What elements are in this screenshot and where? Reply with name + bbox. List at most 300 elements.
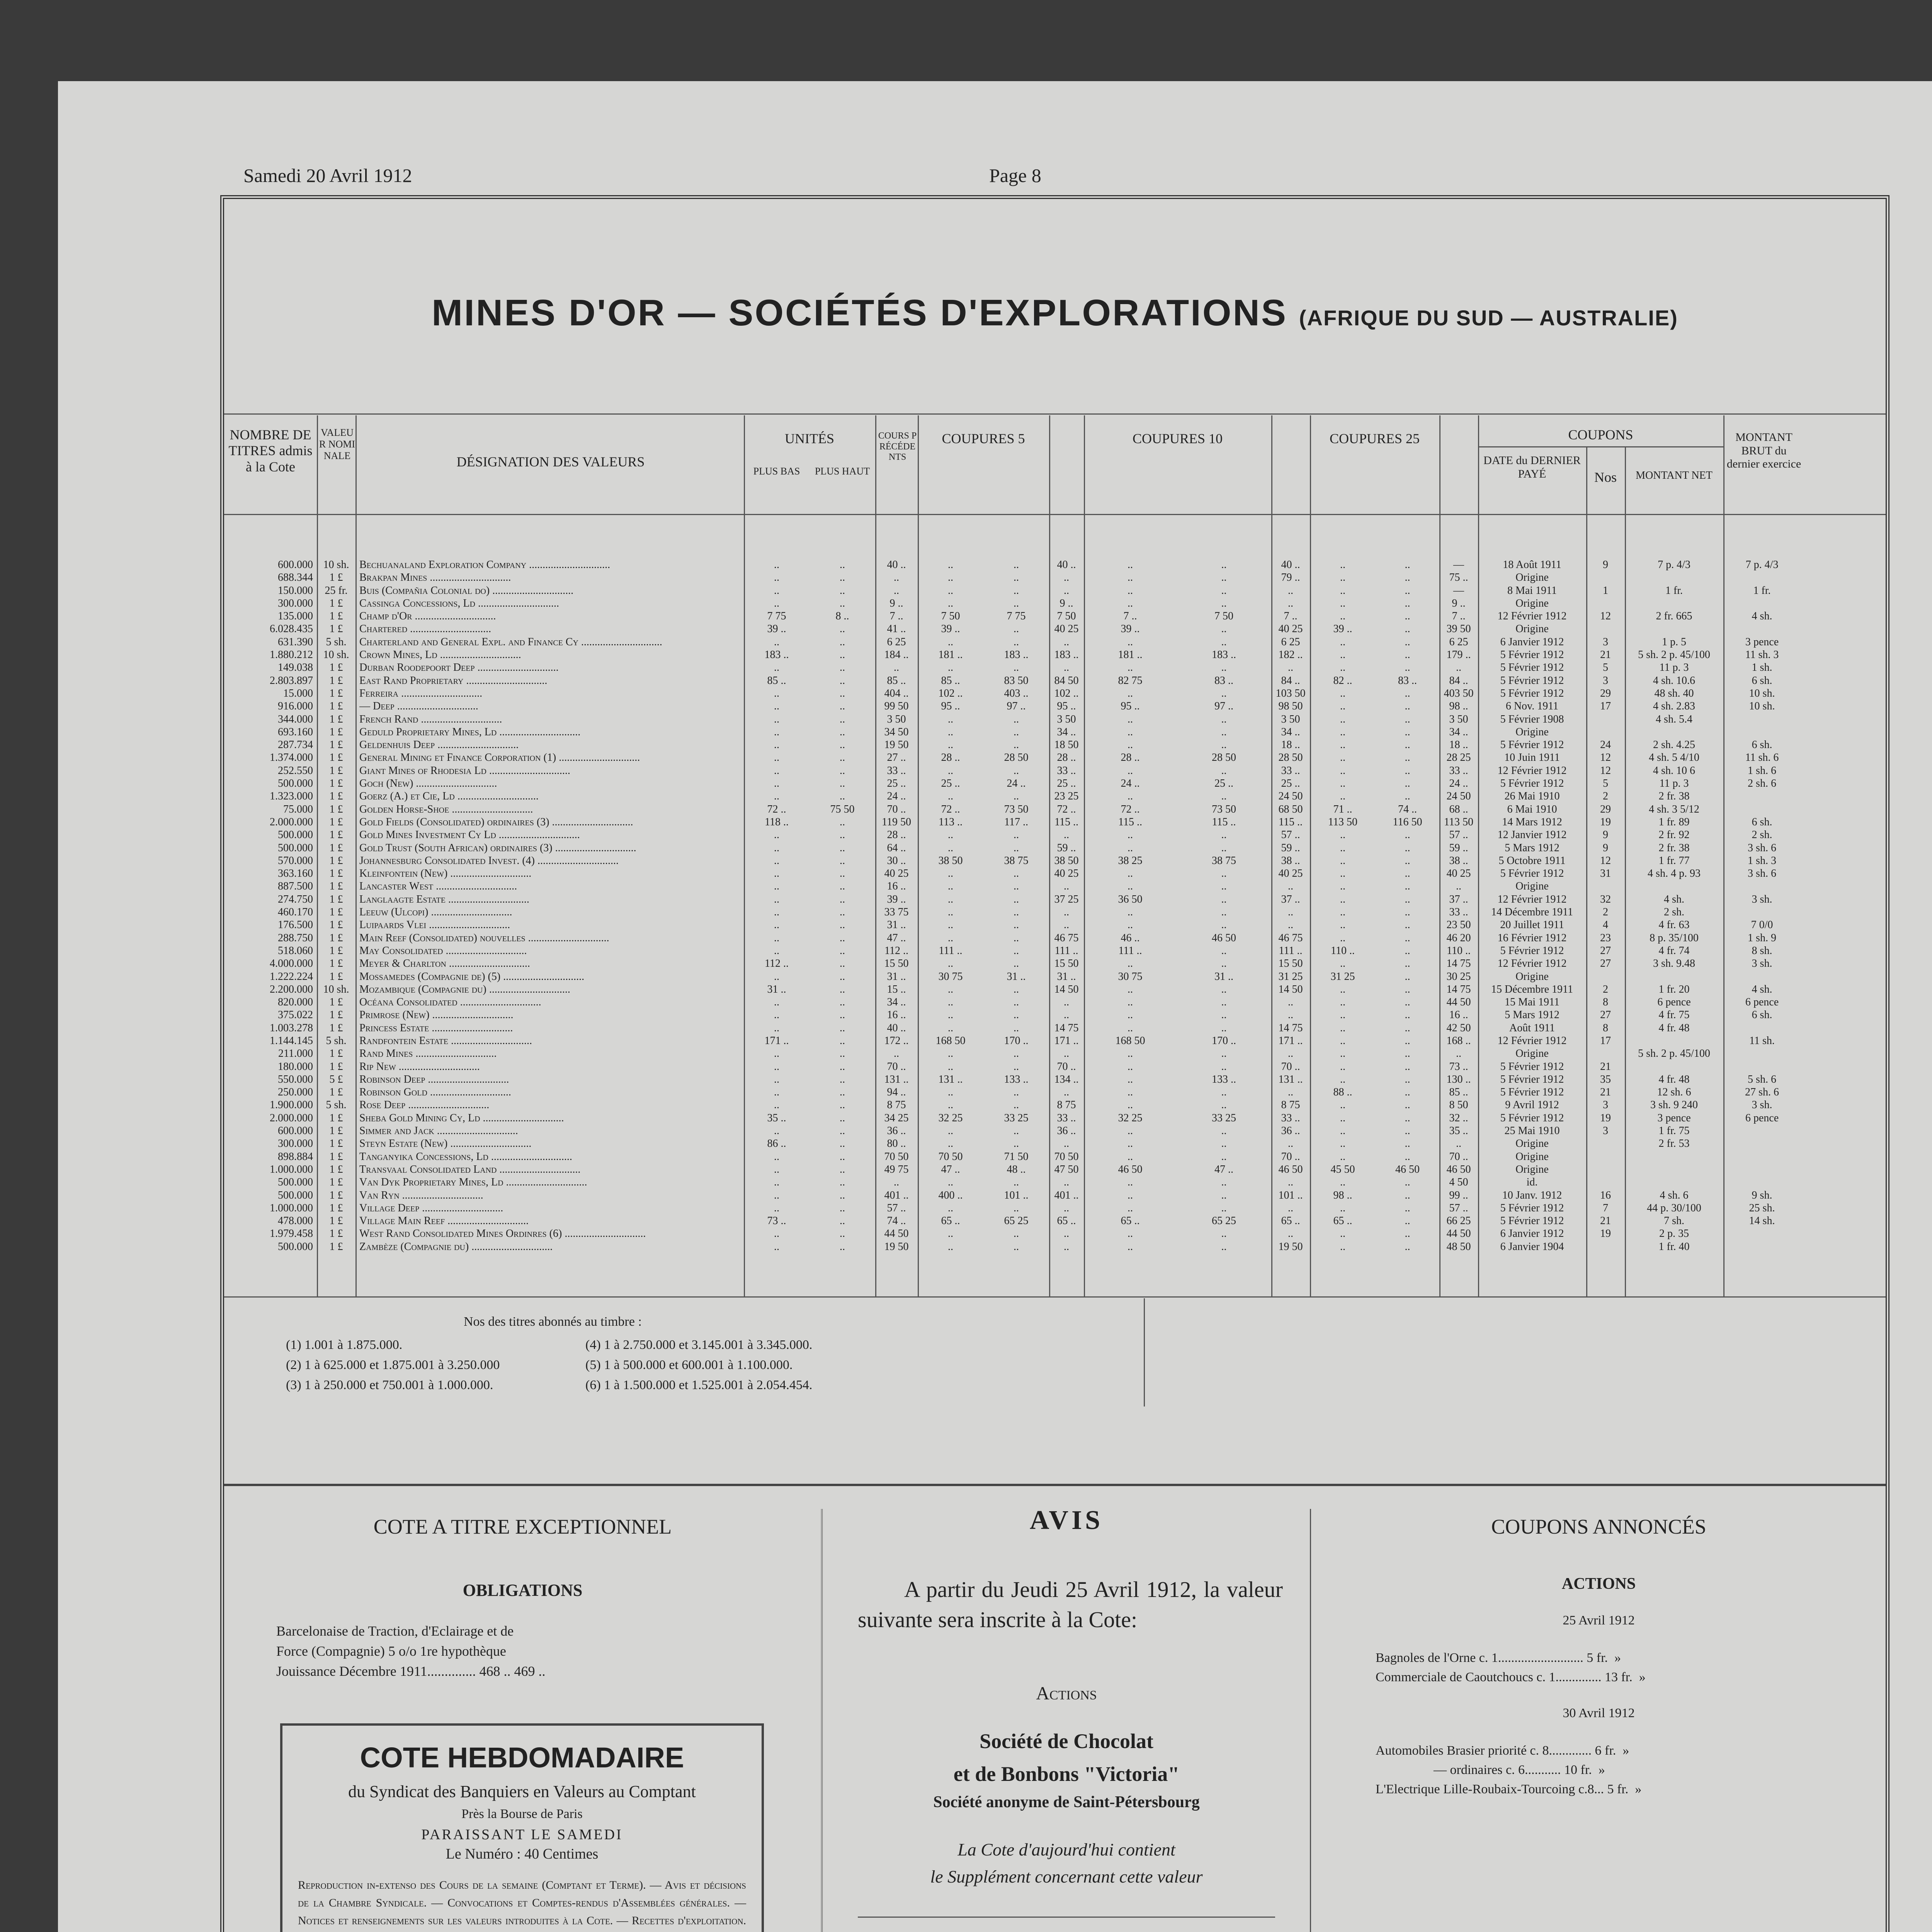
cell-unites-haut: .. — [840, 1034, 845, 1047]
cell-designation: General Mining et Finance Corporation (1) .............................. — [359, 752, 640, 764]
cell-c5-haut: 183 .. — [1004, 649, 1029, 661]
cell-cours-3: 101 .. — [1278, 1189, 1303, 1201]
cell-c5-bas: 7 50 — [941, 610, 960, 622]
cell-c5-bas: .. — [948, 1022, 953, 1034]
cell-nombre: 15.000 — [283, 687, 313, 699]
cell-c5-bas: 95 .. — [941, 700, 960, 713]
cell-unites-haut: .. — [840, 764, 845, 777]
cell-unites-bas: .. — [774, 636, 779, 648]
cell-cours-4: 28 25 — [1446, 752, 1471, 764]
cell-c5-haut: .. — [1014, 842, 1019, 854]
cell-cours-3: 46 50 — [1278, 1163, 1303, 1175]
cell-cours-4: 32 .. — [1449, 1112, 1468, 1124]
cell-date-paye: Origine — [1515, 597, 1549, 609]
cell-coupon-no: 3 — [1603, 636, 1608, 648]
cell-cours-3: 40 25 — [1278, 623, 1303, 635]
cell-c25-bas: .. — [1340, 996, 1345, 1009]
cell-montant-net: 2 fr. 38 — [1658, 790, 1690, 803]
cell-cours-4: 3 50 — [1449, 713, 1468, 725]
cell-cours-1: 19 50 — [884, 1240, 909, 1253]
cell-designation: Goerz (A.) et Cie, Ld .............................. — [359, 790, 539, 803]
abonnes-left — [286, 1335, 500, 1395]
cell-designation: Gold Fields (Consolidated) ordinaires (3) .............................. — [359, 816, 633, 828]
cell-cours-1: 25 .. — [887, 777, 906, 790]
cell-c10-bas: .. — [1128, 790, 1133, 803]
cell-coupon-no: 2 — [1603, 790, 1608, 803]
cell-c25-bas: .. — [1340, 957, 1345, 970]
cell-cours-1: 7 .. — [889, 610, 903, 622]
cell-montant-brut: 10 sh. — [1749, 700, 1775, 713]
cell-valeur: 1 £ — [329, 906, 343, 918]
cell-c10-haut: 115 .. — [1212, 816, 1236, 828]
cell-c5-bas: 25 .. — [941, 777, 960, 790]
cell-montant-net — [1625, 1060, 1723, 1073]
cell-cours-2: .. — [1064, 1086, 1069, 1099]
cell-c25-haut: .. — [1405, 944, 1410, 957]
cell-date-paye: 10 Juin 1911 — [1504, 752, 1560, 764]
cell-cours-3: 8 75 — [1281, 1099, 1300, 1111]
cell-coupon-no: 19 — [1600, 1112, 1611, 1124]
cell-unites-bas: .. — [774, 726, 779, 738]
cell-c5-haut: .. — [1014, 1048, 1019, 1060]
cell-c25-bas: .. — [1340, 1150, 1345, 1163]
cell-cours-1: 3 50 — [887, 713, 906, 725]
cell-cours-4: .. — [1456, 662, 1461, 674]
cell-montant-brut — [1723, 1240, 1801, 1253]
cell-cours-4: 130 .. — [1446, 1073, 1471, 1085]
cell-c10-haut: .. — [1221, 764, 1227, 777]
cell-valeur: 1 £ — [329, 1176, 343, 1189]
cell-unites-bas: 183 .. — [764, 649, 789, 661]
cell-nombre: 1.323.000 — [270, 790, 313, 803]
cote-exc-oblig: OBLIGATIONS — [463, 1581, 583, 1600]
cell-c25-haut: .. — [1405, 584, 1410, 597]
cell-valeur: 1 £ — [329, 1086, 343, 1099]
cell-coupon-no: 27 — [1600, 944, 1611, 957]
cell-c10-bas: 30 75 — [1118, 970, 1143, 983]
cell-cours-4: 18 .. — [1449, 739, 1468, 751]
cell-unites-haut: 8 .. — [835, 610, 849, 622]
cell-nombre: 693.160 — [278, 726, 313, 738]
cell-montant-brut: 5 sh. 6 — [1748, 1073, 1776, 1085]
cell-designation: Crown Mines, Ld .............................. — [359, 649, 521, 661]
cell-nombre: 2.200.000 — [270, 983, 313, 995]
cell-montant-net: 11 p. 3 — [1659, 777, 1689, 790]
cell-coupon-no — [1586, 970, 1625, 983]
cell-cours-3: 59 .. — [1281, 842, 1300, 854]
cell-unites-bas: .. — [774, 739, 779, 751]
cell-cours-3: 25 .. — [1281, 777, 1300, 790]
cell-valeur: 1 £ — [329, 764, 343, 777]
cell-date-paye: Origine — [1515, 1048, 1549, 1060]
cell-c5-haut: .. — [1014, 662, 1019, 674]
cell-unites-haut: .. — [840, 816, 845, 828]
cell-date-paye: 5 Février 1912 — [1500, 944, 1564, 957]
cell-c5-bas: .. — [948, 1009, 953, 1021]
cell-coupon-no: 24 — [1600, 739, 1611, 751]
column-unites-haut — [810, 558, 875, 1253]
cell-c5-bas: .. — [948, 739, 953, 751]
cell-unites-bas: .. — [774, 752, 779, 764]
cell-montant-net: 4 fr. 48 — [1658, 1073, 1690, 1085]
cell-c10-haut: 133 .. — [1212, 1073, 1236, 1085]
cell-cours-1: 33 75 — [884, 906, 909, 918]
cell-cours-1: .. — [894, 1176, 899, 1189]
cell-cours-1: 16 .. — [887, 880, 906, 893]
cell-unites-bas: 39 .. — [767, 623, 786, 635]
cell-c5-bas: .. — [948, 880, 953, 893]
cell-nombre: 300.000 — [278, 1138, 313, 1150]
cell-coupon-no: 9 — [1603, 559, 1608, 571]
cell-cours-1: 41 .. — [887, 623, 906, 635]
cell-cours-3: .. — [1288, 1138, 1293, 1150]
cell-c5-haut: 133 .. — [1004, 1073, 1029, 1085]
cell-designation: Leeuw (Ulcopi) .............................. — [359, 906, 512, 918]
cell-cours-1: 172 .. — [884, 1034, 909, 1047]
cell-montant-net: 2 sh. 4.25 — [1653, 739, 1695, 751]
cell-valeur: 1 £ — [329, 816, 343, 828]
cell-c5-bas: .. — [948, 790, 953, 803]
abonnes-line: (2) 1 à 625.000 et 1.875.001 à 3.250.000 — [286, 1358, 500, 1372]
cell-valeur: 1 £ — [329, 610, 343, 622]
cell-valeur: 1 £ — [329, 1125, 343, 1137]
cell-c5-haut: .. — [1014, 957, 1019, 970]
column-montant-brut — [1723, 558, 1801, 1253]
cell-cours-3: .. — [1288, 597, 1293, 609]
cell-c25-bas: .. — [1340, 1138, 1345, 1150]
cell-date-paye: Origine — [1515, 1150, 1549, 1163]
cell-c5-haut: 83 50 — [1004, 674, 1029, 687]
cell-unites-haut: 75 50 — [830, 803, 855, 815]
cell-date-paye: 18 Août 1911 — [1503, 559, 1561, 571]
cell-montant-net: 8 p. 35/100 — [1650, 932, 1699, 944]
cell-cours-1: 404 .. — [884, 687, 909, 699]
cell-cours-1: .. — [894, 1048, 899, 1060]
cell-c10-bas: 111 .. — [1118, 944, 1142, 957]
cell-cours-3: 34 .. — [1281, 726, 1300, 738]
cell-c10-haut: .. — [1221, 713, 1227, 725]
cell-valeur: 1 £ — [329, 880, 343, 893]
cell-cours-3: .. — [1288, 1086, 1293, 1099]
cell-nombre: 250.000 — [278, 1086, 313, 1099]
cell-montant-brut — [1723, 1150, 1801, 1163]
cell-montant-net: 6 pence — [1657, 996, 1691, 1009]
cell-c25-bas: .. — [1340, 713, 1345, 725]
cell-c5-haut: .. — [1014, 1240, 1019, 1253]
cell-unites-bas: .. — [774, 713, 779, 725]
cell-cours-3: .. — [1288, 1009, 1293, 1021]
cell-montant-net: 2 fr. 53 — [1658, 1138, 1690, 1150]
cell-coupon-no: 8 — [1603, 1022, 1608, 1034]
cell-cours-1: 15 .. — [887, 983, 906, 995]
cell-c25-bas: 45 50 — [1330, 1163, 1355, 1175]
cell-cours-4: 70 .. — [1449, 1150, 1468, 1163]
cell-c10-bas: .. — [1128, 713, 1133, 725]
cell-unites-haut: .. — [840, 944, 845, 957]
cell-c5-bas: .. — [948, 1176, 953, 1189]
cell-designation: East Rand Proprietary .............................. — [359, 674, 548, 687]
cell-c5-haut: 7 75 — [1007, 610, 1026, 622]
cell-designation: Rip New .............................. — [359, 1060, 480, 1073]
cell-c5-bas: .. — [948, 571, 953, 584]
cell-c5-haut: 24 .. — [1007, 777, 1026, 790]
cell-unites-bas: .. — [774, 1240, 779, 1253]
cell-montant-brut: 6 pence — [1745, 996, 1779, 1009]
cell-c25-haut: .. — [1405, 777, 1410, 790]
cell-designation: Gold Trust (South African) ordinaires (3) .............................. — [359, 842, 636, 854]
cell-c25-bas: 39 .. — [1333, 623, 1352, 635]
cell-nombre: 300.000 — [278, 597, 313, 609]
cell-c25-bas: 31 25 — [1330, 970, 1355, 983]
cell-c25-haut: 74 .. — [1398, 803, 1417, 815]
cell-montant-brut — [1723, 1227, 1801, 1240]
cell-cours-1: 85 .. — [887, 674, 906, 687]
cell-montant-brut: 1 sh. 9 — [1748, 932, 1776, 944]
cell-cours-4: 14 75 — [1446, 983, 1471, 995]
cell-montant-brut — [1723, 726, 1801, 738]
cell-valeur: 1 £ — [329, 790, 343, 803]
cell-c5-haut: .. — [1014, 983, 1019, 995]
cell-c25-bas: .. — [1340, 726, 1345, 738]
cell-c5-bas: .. — [948, 919, 953, 931]
cell-montant-net: 3 sh. 9 240 — [1650, 1099, 1698, 1111]
cell-nombre: 176.500 — [278, 919, 313, 931]
cell-cours-3: 70 .. — [1281, 1060, 1300, 1073]
cell-cours-4: 34 .. — [1449, 726, 1468, 738]
cell-c25-bas: 88 .. — [1333, 1086, 1352, 1099]
abonnes-line: (1) 1.001 à 1.875.000. — [286, 1338, 403, 1352]
cell-coupon-no: 12 — [1600, 610, 1611, 622]
ca-line1: Bagnoles de l'Orne c. 1.......................... 5 fr. » — [1376, 1651, 1621, 1665]
cell-c25-bas: .. — [1340, 559, 1345, 571]
header-coupures-10: COUPURES 10 — [1132, 431, 1223, 446]
cell-cours-3: .. — [1288, 880, 1293, 893]
cell-unites-haut: .. — [840, 1138, 845, 1150]
cell-valeur: 1 £ — [329, 1228, 343, 1240]
cell-cours-2: .. — [1064, 919, 1069, 931]
cell-designation: Cassinga Concessions, Ld .............................. — [359, 597, 559, 609]
header-valeur: VALEUR NOMINALE — [319, 427, 355, 461]
cell-cours-1: .. — [894, 662, 899, 674]
cell-coupon-no: 1 — [1603, 584, 1608, 597]
cell-c10-bas: 72 .. — [1121, 803, 1140, 815]
cell-c5-bas: .. — [948, 842, 953, 854]
cell-c25-bas: .. — [1340, 764, 1345, 777]
cell-c25-bas: .. — [1340, 1112, 1345, 1124]
cote-exc-line1: Barcelonaise de Traction, d'Eclairage et de — [276, 1623, 514, 1639]
cell-c10-bas: 82 75 — [1118, 674, 1143, 687]
page-header — [182, 164, 1920, 191]
cell-date-paye: 12 Février 1912 — [1497, 610, 1567, 622]
cell-cours-4: 16 .. — [1449, 1009, 1468, 1021]
cell-c25-haut: .. — [1405, 1034, 1410, 1047]
cell-c10-haut: .. — [1221, 996, 1227, 1009]
cell-montant-net — [1625, 622, 1723, 635]
cell-cours-3: 65 .. — [1281, 1215, 1300, 1227]
cell-c10-haut: .. — [1221, 559, 1227, 571]
cell-date-paye: 5 Février 1912 — [1500, 1086, 1564, 1099]
cell-c5-bas: .. — [948, 1060, 953, 1073]
cell-c25-haut: .. — [1405, 636, 1410, 648]
header-nombre: NOMBRE DE TITRES admis à la Cote — [228, 427, 313, 474]
cell-cours-1: 119 50 — [882, 816, 911, 828]
cell-montant-brut: 2 sh. — [1752, 829, 1772, 841]
cell-c10-haut: 38 75 — [1212, 854, 1236, 867]
cell-valeur: 1 £ — [329, 700, 343, 713]
cell-montant-net: 2 fr. 38 — [1658, 842, 1690, 854]
cell-cours-1: 9 .. — [889, 597, 903, 609]
cell-designation: West Rand Consolidated Mines Ordinres (6) .............................. — [359, 1228, 646, 1240]
cell-montant-net: 11 p. 3 — [1659, 662, 1689, 674]
cell-valeur: 1 £ — [329, 842, 343, 854]
abonnes-line: (4) 1 à 2.750.000 et 3.145.001 à 3.345.000. — [585, 1338, 813, 1352]
cell-c5-haut: .. — [1014, 1086, 1019, 1099]
cell-coupon-no: 7 — [1603, 1202, 1608, 1214]
cell-cours-2: 3 50 — [1057, 713, 1076, 725]
cell-c10-bas: .. — [1128, 829, 1133, 841]
cell-nombre: 75.000 — [283, 803, 313, 815]
cell-valeur: 1 £ — [329, 1202, 343, 1214]
cote-exc-title: COTE A TITRE EXCEPTIONNEL — [373, 1515, 672, 1538]
cell-nombre: 518.060 — [278, 944, 313, 957]
cell-c10-haut: .. — [1221, 1048, 1227, 1060]
cell-c5-haut: .. — [1014, 636, 1019, 648]
cell-c10-bas: 168 50 — [1115, 1034, 1145, 1047]
cell-c5-bas: 111 .. — [939, 944, 963, 957]
column-coupon-no — [1586, 558, 1625, 1253]
cell-unites-bas: .. — [774, 559, 779, 571]
cell-coupon-no: 12 — [1600, 854, 1611, 867]
cell-nombre: 478.000 — [278, 1215, 313, 1227]
cell-nombre: 898.884 — [278, 1150, 313, 1163]
cell-unites-haut: .. — [840, 739, 845, 751]
cell-c10-haut: .. — [1221, 571, 1227, 584]
cell-montant-net: 1 p. 5 — [1662, 636, 1686, 648]
cell-coupon-no: 8 — [1603, 996, 1608, 1009]
cell-montant-net: 3 pence — [1657, 1112, 1691, 1124]
cell-montant-net: 44 p. 30/100 — [1647, 1202, 1701, 1214]
cell-cours-4: 9 .. — [1452, 597, 1466, 609]
cell-c5-haut: .. — [1014, 739, 1019, 751]
cell-montant-net — [1625, 880, 1723, 893]
cell-cours-2: 38 50 — [1054, 854, 1079, 867]
cell-montant-brut: 3 sh. — [1752, 893, 1772, 905]
cell-unites-haut: .. — [840, 636, 845, 648]
cell-cours-3: 24 50 — [1278, 790, 1303, 803]
cell-cours-4: 44 50 — [1446, 1228, 1471, 1240]
cell-c5-bas: 28 .. — [941, 752, 960, 764]
cell-nombre: 570.000 — [278, 854, 313, 867]
cell-montant-brut: 25 sh. — [1749, 1202, 1775, 1214]
cell-unites-bas: 118 .. — [765, 816, 789, 828]
cell-valeur: 1 £ — [329, 944, 343, 957]
cell-valeur: 1 £ — [329, 1163, 343, 1175]
cell-montant-net: 4 sh. 10 6 — [1653, 764, 1695, 777]
cell-unites-haut: .. — [840, 571, 845, 584]
cell-designation: Geldenhuis Deep .............................. — [359, 739, 519, 751]
cell-unites-haut: .. — [840, 919, 845, 931]
cell-c25-bas: .. — [1340, 1240, 1345, 1253]
cell-cours-4: 168 .. — [1446, 1034, 1471, 1047]
cell-coupon-no — [1586, 1240, 1625, 1253]
cell-unites-haut: .. — [840, 1228, 845, 1240]
cell-unites-haut: .. — [840, 957, 845, 970]
cell-valeur: 1 £ — [329, 1189, 343, 1201]
cell-cours-3: .. — [1288, 996, 1293, 1009]
cell-cours-1: 36 .. — [887, 1125, 906, 1137]
cell-coupon-no: 21 — [1600, 1060, 1611, 1073]
abonnes-title: Nos des titres abonnés au timbre : — [464, 1315, 642, 1329]
cell-designation: Buis (Compañia Colonial do) .............................. — [359, 584, 574, 597]
cote-exc-line3: Jouissance Décembre 1911.............. 468 .. 469 .. — [276, 1663, 546, 1679]
cell-c5-bas: 38 50 — [938, 854, 963, 867]
cell-cours-3: 38 .. — [1281, 854, 1300, 867]
page-subtitle: (AFRIQUE DU SUD — AUSTRALIE) — [1299, 306, 1678, 330]
cell-cours-3: 84 .. — [1281, 674, 1300, 687]
cell-cours-2: 171 .. — [1054, 1034, 1079, 1047]
cell-c10-bas: .. — [1128, 867, 1133, 880]
cell-cours-2: 28 .. — [1057, 752, 1076, 764]
ad-body: Reproduction in-extenso des Cours de la semaine (Comptant et Terme). — Avis et décisions de la Chambre Syndicale. — Convocations et Comptes-rendus d'Assemblées générales. — Notices et renseignements sur les valeurs introduites à la Cote. — Recettes d'exploitation. — [298, 1879, 746, 1927]
cell-nombre: 1.900.000 — [270, 1099, 313, 1111]
cell-c10-bas: 38 25 — [1118, 854, 1143, 867]
cell-c25-haut: .. — [1405, 700, 1410, 713]
cell-cours-3: 28 50 — [1278, 752, 1303, 764]
cell-c25-bas: .. — [1340, 867, 1345, 880]
cell-unites-haut: .. — [840, 893, 845, 905]
ad-sub3: PARAISSANT LE SAMEDI — [421, 1827, 623, 1843]
cell-unites-bas: 7 75 — [767, 610, 786, 622]
cell-montant-net: 4 fr. 63 — [1658, 919, 1690, 931]
cell-c5-haut: 170 .. — [1004, 1034, 1029, 1047]
cell-unites-haut: .. — [840, 584, 845, 597]
cell-cours-1: 19 50 — [884, 739, 909, 751]
ad-sub1: du Syndicat des Banquiers en Valeurs au Comptant — [348, 1782, 696, 1801]
cell-unites-bas: .. — [774, 597, 779, 609]
cell-c5-haut: .. — [1014, 1202, 1019, 1214]
abonnes-line: (5) 1 à 500.000 et 600.001 à 1.100.000. — [585, 1358, 793, 1372]
cell-designation: Mozambique (Compagnie du) .............................. — [359, 983, 570, 995]
ca-line5: L'Electrique Lille-Roubaix-Tourcoing c.8... 5 fr. » — [1376, 1782, 1642, 1796]
cell-montant-brut: 14 sh. — [1749, 1215, 1775, 1227]
cell-cours-3: 57 .. — [1281, 829, 1300, 841]
cell-c10-bas: .. — [1128, 584, 1133, 597]
cell-nombre: 500.000 — [278, 1240, 313, 1253]
cell-valeur: 1 £ — [329, 1009, 343, 1021]
cell-cours-1: 70 .. — [887, 1060, 906, 1073]
cell-c25-bas: .. — [1340, 932, 1345, 944]
cell-nombre: 2.000.000 — [270, 816, 313, 828]
cell-nombre: 460.170 — [278, 906, 313, 918]
cell-coupon-no: 27 — [1600, 1009, 1611, 1021]
cell-c25-haut: .. — [1405, 1176, 1410, 1189]
cell-c5-haut: .. — [1014, 919, 1019, 931]
cell-nombre: 500.000 — [278, 1189, 313, 1201]
cell-c10-haut: .. — [1221, 1150, 1227, 1163]
cell-unites-bas: .. — [774, 571, 779, 584]
cell-designation: Charterland and General Expl. and Finance Cy .............................. — [359, 636, 662, 648]
cell-cours-2: 70 .. — [1057, 1060, 1076, 1073]
cell-c25-haut: .. — [1405, 957, 1410, 970]
cell-cours-3: 115 .. — [1279, 816, 1303, 828]
cell-c5-haut: .. — [1014, 1228, 1019, 1240]
cell-cours-1: 80 .. — [887, 1138, 906, 1150]
cell-designation: Bechuanaland Exploration Company .............................. — [359, 559, 611, 571]
cell-designation: Randfontein Estate .............................. — [359, 1034, 532, 1047]
cell-montant-net: 4 sh. 6 — [1660, 1189, 1689, 1201]
cell-montant-net: 4 sh. 2.83 — [1653, 700, 1695, 713]
cell-c25-bas: .. — [1340, 777, 1345, 790]
